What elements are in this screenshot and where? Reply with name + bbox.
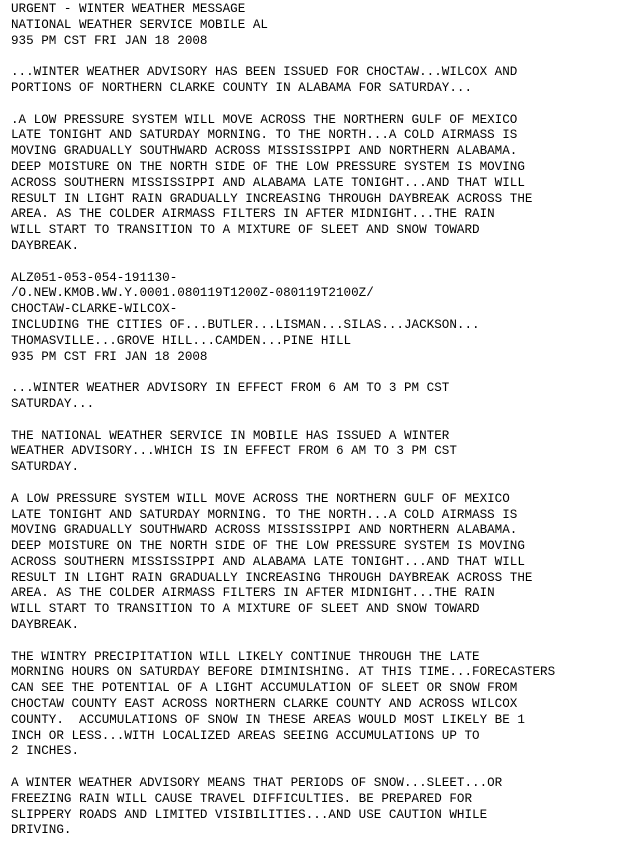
synopsis-paragraph — [11, 113, 621, 255]
cities-line: THOMASVILLE...GROVE HILL...CAMDEN...PINE HILL — [11, 333, 352, 348]
accumulation-line: COUNTY. ACCUMULATIONS OF SNOW IN THESE AREAS WOULD MOST LIKELY BE 1 — [11, 712, 525, 727]
discussion-line: WILL START TO TRANSITION TO A MIXTURE OF SLEET AND SNOW TOWARD — [11, 602, 480, 617]
statement-line: WEATHER ADVISORY...WHICH IS IN EFFECT FROM 6 AM TO 3 PM CST — [11, 444, 457, 459]
county-list-line: CHOCTAW-CLARKE-WILCOX- — [11, 302, 178, 317]
meaning-line: SLIPPERY ROADS AND LIMITED VISIBILITIES...AND USE CAUTION WHILE — [11, 807, 488, 822]
zone-block — [11, 271, 621, 366]
synopsis-line: WILL START TO TRANSITION TO A MIXTURE OF SLEET AND SNOW TOWARD — [11, 223, 480, 238]
discussion-line: ACROSS SOUTHERN MISSISSIPPI AND ALABAMA LATE TONIGHT...AND THAT WILL — [11, 554, 525, 569]
accumulation-line: 2 INCHES. — [11, 744, 80, 759]
synopsis-line: DAYBREAK. — [11, 238, 80, 253]
discussion-line: A LOW PRESSURE SYSTEM WILL MOVE ACROSS THE NORTHERN GULF OF MEXICO — [11, 491, 510, 506]
meaning-line: FREEZING RAIN WILL CAUSE TRAVEL DIFFICULTIES. BE PREPARED FOR — [11, 791, 473, 806]
message-header-line: URGENT - WINTER WEATHER MESSAGE — [11, 2, 246, 16]
accumulation-line: INCH OR LESS...WITH LOCALIZED AREAS SEEING ACCUMULATIONS UP TO — [11, 728, 480, 743]
message-header — [11, 2, 621, 49]
synopsis-line: MOVING GRADUALLY SOUTHWARD ACROSS MISSISSIPPI AND NORTHERN ALABAMA. — [11, 144, 518, 159]
statement-line: THE NATIONAL WEATHER SERVICE IN MOBILE HAS ISSUED A WINTER — [11, 428, 450, 443]
message-header-line: 935 PM CST FRI JAN 18 2008 — [11, 33, 208, 48]
advisory-headline-line: ...WINTER WEATHER ADVISORY IN EFFECT FROM 6 AM TO 3 PM CST — [11, 381, 450, 396]
zone-code-line: ALZ051-053-054-191130- — [11, 270, 178, 285]
advisory-statement-paragraph — [11, 429, 621, 476]
headline-line: ...WINTER WEATHER ADVISORY HAS BEEN ISSUED FOR CHOCTAW...WILCOX AND — [11, 65, 518, 80]
accumulation-line: MORNING HOURS ON SATURDAY BEFORE DIMINISHING. AT THIS TIME...FORECASTERS — [11, 665, 556, 680]
accumulation-paragraph — [11, 650, 621, 761]
discussion-line: DAYBREAK. — [11, 618, 80, 633]
synopsis-line: AREA. AS THE COLDER AIRMASS FILTERS IN AFTER MIDNIGHT...THE RAIN — [11, 207, 495, 222]
accumulation-line: CHOCTAW COUNTY EAST ACROSS NORTHERN CLARKE COUNTY AND ACROSS WILCOX — [11, 697, 518, 712]
message-header-line: NATIONAL WEATHER SERVICE MOBILE AL — [11, 17, 268, 32]
discussion-line: RESULT IN LIGHT RAIN GRADUALLY INCREASING THROUGH DAYBREAK ACROSS THE — [11, 570, 533, 585]
synopsis-line: ACROSS SOUTHERN MISSISSIPPI AND ALABAMA LATE TONIGHT...AND THAT WILL — [11, 175, 525, 190]
discussion-paragraph — [11, 492, 621, 634]
accumulation-line: THE WINTRY PRECIPITATION WILL LIKELY CONTINUE THROUGH THE LATE — [11, 649, 480, 664]
cities-line: INCLUDING THE CITIES OF...BUTLER...LISMAN...SILAS...JACKSON... — [11, 317, 480, 332]
vtec-line: /O.NEW.KMOB.WW.Y.0001.080119T1200Z-080119T2100Z/ — [11, 286, 374, 301]
meaning-line: A WINTER WEATHER ADVISORY MEANS THAT PERIODS OF SNOW...SLEET...OR — [11, 776, 503, 791]
advisory-issued-headline — [11, 65, 621, 97]
synopsis-line: .A LOW PRESSURE SYSTEM WILL MOVE ACROSS THE NORTHERN GULF OF MEXICO — [11, 112, 518, 127]
discussion-line: MOVING GRADUALLY SOUTHWARD ACROSS MISSISSIPPI AND NORTHERN ALABAMA. — [11, 523, 518, 538]
synopsis-line: LATE TONIGHT AND SATURDAY MORNING. TO THE NORTH...A COLD AIRMASS IS — [11, 128, 518, 143]
statement-line: SATURDAY. — [11, 460, 80, 475]
advisory-headline-line: SATURDAY... — [11, 396, 95, 411]
discussion-line: AREA. AS THE COLDER AIRMASS FILTERS IN AFTER MIDNIGHT...THE RAIN — [11, 586, 495, 601]
synopsis-line: DEEP MOISTURE ON THE NORTH SIDE OF THE LOW PRESSURE SYSTEM IS MOVING — [11, 159, 525, 174]
discussion-line: LATE TONIGHT AND SATURDAY MORNING. TO THE NORTH...A COLD AIRMASS IS — [11, 507, 518, 522]
weather-message-document — [11, 2, 621, 855]
issue-time-line: 935 PM CST FRI JAN 18 2008 — [11, 349, 208, 364]
synopsis-line: RESULT IN LIGHT RAIN GRADUALLY INCREASING THROUGH DAYBREAK ACROSS THE — [11, 191, 533, 206]
accumulation-line: CAN SEE THE POTENTIAL OF A LIGHT ACCUMULATION OF SLEET OR SNOW FROM — [11, 681, 518, 696]
advisory-in-effect-headline — [11, 381, 621, 413]
meaning-line: DRIVING. — [11, 823, 72, 838]
advisory-meaning-paragraph — [11, 776, 621, 839]
discussion-line: DEEP MOISTURE ON THE NORTH SIDE OF THE LOW PRESSURE SYSTEM IS MOVING — [11, 539, 525, 554]
headline-line: PORTIONS OF NORTHERN CLARKE COUNTY IN ALABAMA FOR SATURDAY... — [11, 80, 473, 95]
